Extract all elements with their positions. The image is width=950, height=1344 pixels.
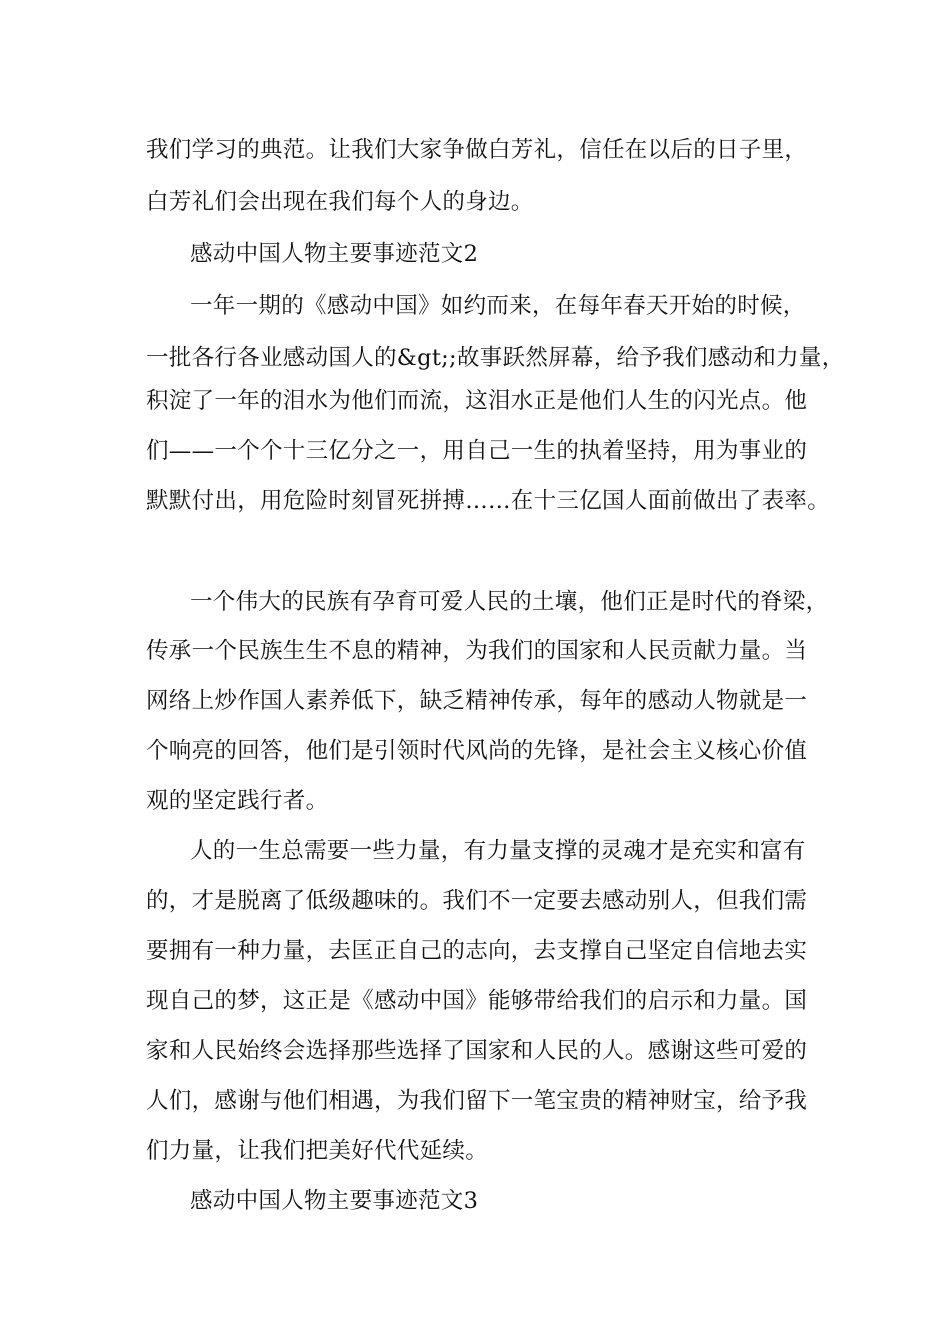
text-line: 积淀了一年的泪水为他们而流，这泪水正是他们人生的闪光点。他 <box>146 388 808 414</box>
text-line: 传承一个民族生生不息的精神，为我们的国家和人民贡献力量。当 <box>146 638 808 664</box>
text-line: 一个伟大的民族有孕育可爱人民的土壤，他们正是时代的脊梁， <box>190 589 829 615</box>
text-line: 个响亮的回答，他们是引领时代风尚的先锋，是社会主义核心价值 <box>146 738 808 764</box>
text-line: 观的坚定践行者。 <box>146 788 329 814</box>
text-line: 家和人民始终会选择那些选择了国家和人民的人。感谢这些可爱的 <box>146 1038 808 1064</box>
section-heading: 感动中国人物主要事迹范文3 <box>190 1188 479 1214</box>
text-line: 一年一期的《感动中国》如约而来，在每年春天开始的时候， <box>190 293 806 319</box>
section-heading: 感动中国人物主要事迹范文2 <box>190 241 479 267</box>
text-line: 一批各行各业感动国人的&gt;;故事跃然屏幕，给予我们感动和力量， <box>146 345 845 371</box>
text-line: 默默付出，用危险时刻冒死拼搏……在十三亿国人面前做出了表率。 <box>146 488 831 514</box>
text-line: 的，才是脱离了低级趣味的。我们不一定要去感动别人，但我们需 <box>146 888 808 914</box>
text-line: 现自己的梦，这正是《感动中国》能够带给我们的启示和力量。国 <box>146 988 808 1014</box>
text-line: 人们，感谢与他们相遇，为我们留下一笔宝贵的精神财宝，给予我 <box>146 1088 808 1114</box>
text-line: 我们学习的典范。让我们大家争做白芳礼，信任在以后的日子里， <box>146 137 808 163</box>
text-line: 人的一生总需要一些力量，有力量支撑的灵魂才是充实和富有 <box>190 838 806 864</box>
text-line: 们——一个个十三亿分之一，用自己一生的执着坚持，用为事业的 <box>146 438 808 464</box>
text-line: 白芳礼们会出现在我们每个人的身边。 <box>146 189 534 215</box>
text-line: 们力量，让我们把美好代代延续。 <box>146 1138 489 1164</box>
text-line: 要拥有一种力量，去匡正自己的志向，去支撑自己坚定自信地去实 <box>146 938 808 964</box>
text-line: 网络上炒作国人素养低下，缺乏精神传承，每年的感动人物就是一 <box>146 688 808 714</box>
